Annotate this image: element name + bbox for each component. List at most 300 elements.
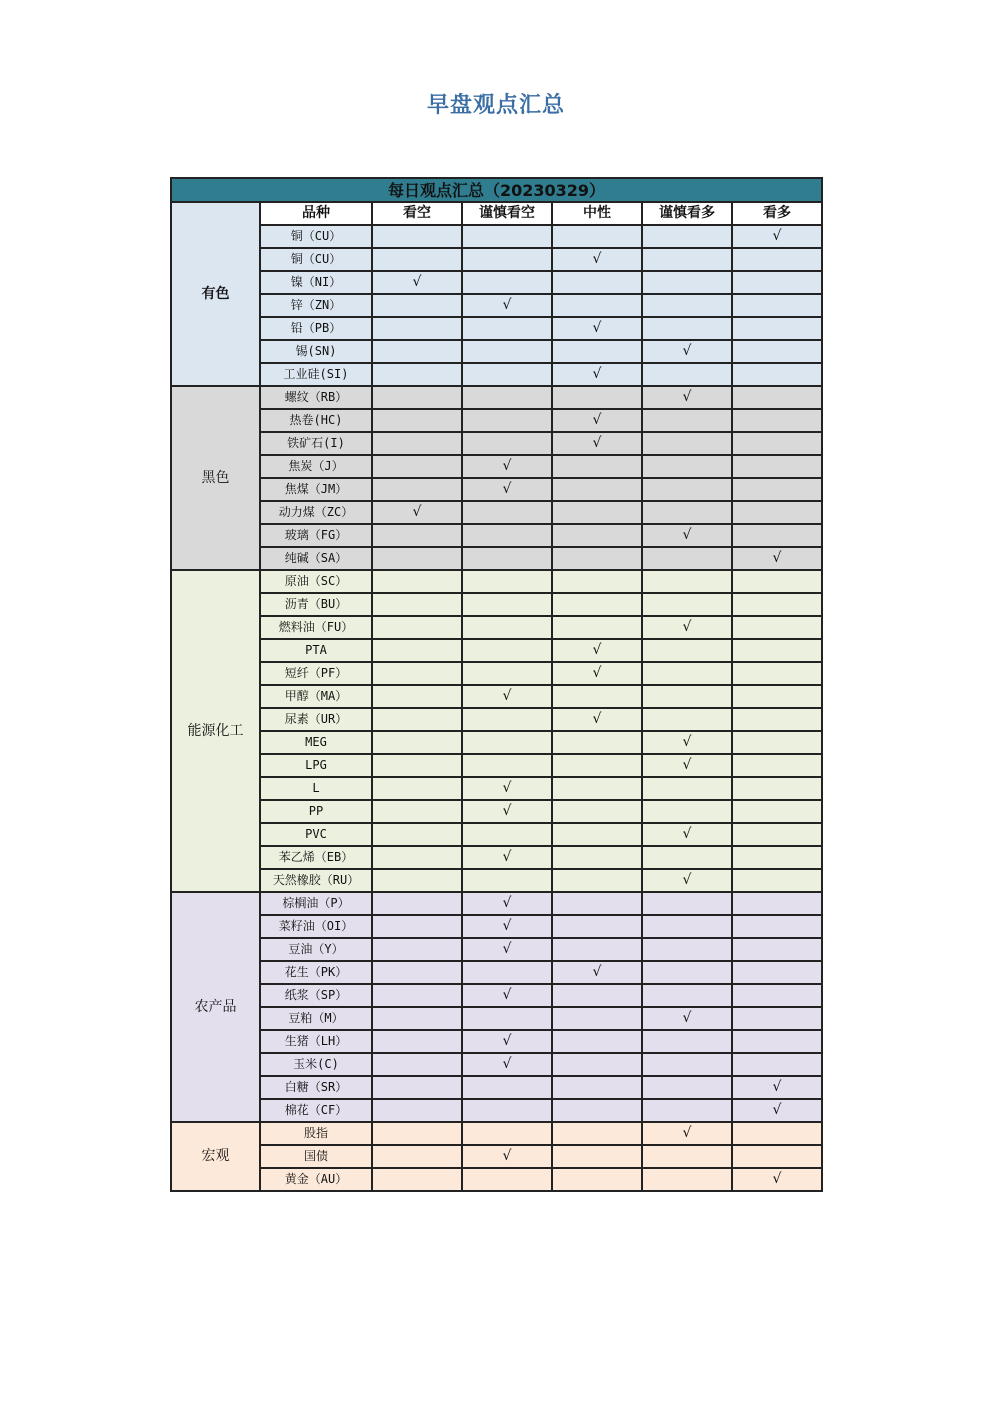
empty-cell (552, 754, 642, 777)
empty-cell (372, 478, 462, 501)
variety-cell: PP (260, 800, 372, 823)
empty-cell (552, 547, 642, 570)
table-row (171, 1007, 822, 1030)
empty-cell (732, 1122, 822, 1145)
empty-cell (642, 846, 732, 869)
empty-cell (732, 363, 822, 386)
empty-cell (552, 800, 642, 823)
empty-cell (372, 800, 462, 823)
empty-cell (732, 248, 822, 271)
empty-cell (732, 455, 822, 478)
table-row (171, 271, 822, 294)
empty-cell (462, 340, 552, 363)
empty-cell (552, 1007, 642, 1030)
table-row (171, 731, 822, 754)
empty-cell (732, 800, 822, 823)
check-mark-cell: √ (732, 225, 822, 248)
empty-cell (372, 409, 462, 432)
variety-cell: 棉花（CF） (260, 1099, 372, 1122)
empty-cell (732, 938, 822, 961)
empty-cell (732, 501, 822, 524)
empty-cell (462, 593, 552, 616)
empty-cell (732, 386, 822, 409)
check-mark-cell: √ (732, 547, 822, 570)
check-mark-cell: √ (552, 248, 642, 271)
table-row (171, 225, 822, 248)
check-mark-cell: √ (642, 1007, 732, 1030)
variety-cell: 苯乙烯（EB） (260, 846, 372, 869)
empty-cell (462, 271, 552, 294)
empty-cell (372, 1099, 462, 1122)
table-body (171, 202, 822, 1191)
empty-cell (372, 1122, 462, 1145)
empty-cell (372, 432, 462, 455)
check-mark-cell: √ (462, 800, 552, 823)
table-row (171, 685, 822, 708)
table-row (171, 501, 822, 524)
table-row (171, 1076, 822, 1099)
empty-cell (462, 1076, 552, 1099)
empty-cell (462, 1007, 552, 1030)
empty-cell (462, 731, 552, 754)
variety-cell: 镍（NI） (260, 271, 372, 294)
empty-cell (552, 501, 642, 524)
empty-cell (642, 363, 732, 386)
empty-cell (552, 570, 642, 593)
empty-cell (372, 386, 462, 409)
empty-cell (732, 984, 822, 1007)
table-row (171, 294, 822, 317)
empty-cell (462, 432, 552, 455)
empty-cell (552, 1053, 642, 1076)
empty-cell (732, 1053, 822, 1076)
variety-cell: 黄金（AU） (260, 1168, 372, 1191)
table-row (171, 455, 822, 478)
check-mark-cell: √ (462, 777, 552, 800)
empty-cell (372, 317, 462, 340)
empty-cell (642, 1145, 732, 1168)
empty-cell (732, 915, 822, 938)
empty-cell (642, 593, 732, 616)
variety-cell: 铜（CU） (260, 248, 372, 271)
variety-cell: 生猪（LH） (260, 1030, 372, 1053)
table-row (171, 823, 822, 846)
empty-cell (732, 662, 822, 685)
variety-cell: 锌（ZN） (260, 294, 372, 317)
table-row (171, 662, 822, 685)
empty-cell (642, 455, 732, 478)
empty-cell (552, 915, 642, 938)
empty-cell (642, 685, 732, 708)
empty-cell (642, 961, 732, 984)
empty-cell (372, 1030, 462, 1053)
empty-cell (552, 386, 642, 409)
variety-cell: 白糖（SR） (260, 1076, 372, 1099)
empty-cell (732, 317, 822, 340)
variety-cell: 国债 (260, 1145, 372, 1168)
empty-cell (462, 754, 552, 777)
empty-cell (372, 869, 462, 892)
empty-cell (642, 984, 732, 1007)
variety-cell: 棕榈油（P） (260, 892, 372, 915)
empty-cell (642, 1168, 732, 1191)
empty-cell (552, 593, 642, 616)
category-cell: 能源化工 (171, 570, 260, 892)
variety-cell: 花生（PK） (260, 961, 372, 984)
check-mark-cell: √ (552, 662, 642, 685)
variety-cell: 工业硅(SI) (260, 363, 372, 386)
empty-cell (732, 616, 822, 639)
table-row (171, 892, 822, 915)
empty-cell (552, 777, 642, 800)
empty-cell (552, 294, 642, 317)
variety-cell: LPG (260, 754, 372, 777)
empty-cell (372, 823, 462, 846)
empty-cell (642, 570, 732, 593)
check-mark-cell: √ (642, 340, 732, 363)
check-mark-cell: √ (462, 478, 552, 501)
variety-cell: 燃料油（FU） (260, 616, 372, 639)
variety-cell: 甲醇（MA） (260, 685, 372, 708)
empty-cell (642, 639, 732, 662)
empty-cell (552, 731, 642, 754)
empty-cell (732, 685, 822, 708)
check-mark-cell: √ (552, 432, 642, 455)
empty-cell (732, 708, 822, 731)
table-row (171, 754, 822, 777)
empty-cell (372, 662, 462, 685)
empty-cell (372, 1168, 462, 1191)
check-mark-cell: √ (462, 938, 552, 961)
empty-cell (642, 1053, 732, 1076)
variety-cell: 焦炭（J） (260, 455, 372, 478)
empty-cell (732, 340, 822, 363)
check-mark-cell: √ (552, 409, 642, 432)
check-mark-cell: √ (732, 1099, 822, 1122)
check-mark-cell: √ (462, 1053, 552, 1076)
empty-cell (462, 616, 552, 639)
variety-cell: 热卷(HC) (260, 409, 372, 432)
category-cell: 宏观 (171, 1122, 260, 1191)
empty-cell (552, 685, 642, 708)
table-row (171, 1122, 822, 1145)
empty-cell (732, 846, 822, 869)
empty-cell (552, 524, 642, 547)
check-mark-cell: √ (552, 363, 642, 386)
empty-cell (372, 685, 462, 708)
table-row (171, 363, 822, 386)
table-row (171, 478, 822, 501)
empty-cell (462, 248, 552, 271)
category-cell: 黑色 (171, 386, 260, 570)
empty-cell (642, 432, 732, 455)
empty-cell (462, 409, 552, 432)
check-mark-cell: √ (462, 1145, 552, 1168)
variety-cell: 纸浆（SP） (260, 984, 372, 1007)
variety-cell: 豆油（Y） (260, 938, 372, 961)
empty-cell (732, 639, 822, 662)
table-row (171, 1099, 822, 1122)
variety-cell: 螺纹（RB） (260, 386, 372, 409)
table-row (171, 432, 822, 455)
empty-cell (732, 777, 822, 800)
empty-cell (372, 225, 462, 248)
header-col-bullish: 看多 (732, 202, 822, 225)
empty-cell (372, 593, 462, 616)
header-col-cautious-bullish: 谨慎看多 (642, 202, 732, 225)
empty-cell (552, 1122, 642, 1145)
check-mark-cell: √ (732, 1168, 822, 1191)
empty-cell (372, 708, 462, 731)
check-mark-cell: √ (642, 731, 732, 754)
header-col-cautious-bearish: 谨慎看空 (462, 202, 552, 225)
table-row (171, 1168, 822, 1191)
empty-cell (642, 501, 732, 524)
variety-cell: 动力煤（ZC） (260, 501, 372, 524)
variety-cell: 纯碱（SA） (260, 547, 372, 570)
variety-cell: 铜（CU） (260, 225, 372, 248)
empty-cell (732, 1145, 822, 1168)
empty-cell (732, 731, 822, 754)
empty-cell (732, 271, 822, 294)
empty-cell (552, 225, 642, 248)
empty-cell (552, 1145, 642, 1168)
table-row (171, 961, 822, 984)
variety-cell: 玉米(C) (260, 1053, 372, 1076)
check-mark-cell: √ (462, 1030, 552, 1053)
variety-cell: 股指 (260, 1122, 372, 1145)
empty-cell (642, 800, 732, 823)
header-row (171, 202, 822, 225)
variety-cell: 原油（SC） (260, 570, 372, 593)
check-mark-cell: √ (642, 869, 732, 892)
table-row (171, 1030, 822, 1053)
empty-cell (642, 1076, 732, 1099)
header-col-variety: 品种 (260, 202, 372, 225)
table-row (171, 570, 822, 593)
empty-cell (642, 1030, 732, 1053)
variety-cell: 锡(SN) (260, 340, 372, 363)
empty-cell (732, 409, 822, 432)
empty-cell (462, 317, 552, 340)
table-row (171, 708, 822, 731)
empty-cell (372, 915, 462, 938)
empty-cell (372, 938, 462, 961)
empty-cell (462, 823, 552, 846)
check-mark-cell: √ (552, 961, 642, 984)
summary-table (170, 177, 823, 1192)
table-row (171, 869, 822, 892)
table-row (171, 984, 822, 1007)
check-mark-cell: √ (642, 1122, 732, 1145)
empty-cell (552, 1076, 642, 1099)
check-mark-cell: √ (552, 708, 642, 731)
empty-cell (462, 501, 552, 524)
empty-cell (372, 777, 462, 800)
empty-cell (372, 248, 462, 271)
empty-cell (552, 938, 642, 961)
table-row (171, 777, 822, 800)
empty-cell (462, 1122, 552, 1145)
empty-cell (372, 1007, 462, 1030)
check-mark-cell: √ (552, 639, 642, 662)
empty-cell (642, 708, 732, 731)
variety-cell: 短纤（PF） (260, 662, 372, 685)
empty-cell (372, 1053, 462, 1076)
empty-cell (642, 271, 732, 294)
empty-cell (372, 570, 462, 593)
empty-cell (642, 777, 732, 800)
variety-cell: 菜籽油（OI） (260, 915, 372, 938)
table-row (171, 800, 822, 823)
empty-cell (372, 524, 462, 547)
variety-cell: PVC (260, 823, 372, 846)
check-mark-cell: √ (462, 685, 552, 708)
empty-cell (372, 754, 462, 777)
empty-cell (642, 478, 732, 501)
variety-cell: PTA (260, 639, 372, 662)
empty-cell (372, 892, 462, 915)
table-row (171, 1053, 822, 1076)
empty-cell (462, 524, 552, 547)
check-mark-cell: √ (732, 1076, 822, 1099)
empty-cell (642, 547, 732, 570)
check-mark-cell: √ (642, 524, 732, 547)
table-row (171, 386, 822, 409)
empty-cell (372, 294, 462, 317)
empty-cell (372, 455, 462, 478)
empty-cell (642, 1099, 732, 1122)
empty-cell (372, 984, 462, 1007)
empty-cell (462, 869, 552, 892)
empty-cell (732, 524, 822, 547)
check-mark-cell: √ (552, 317, 642, 340)
table-row (171, 1145, 822, 1168)
empty-cell (552, 984, 642, 1007)
empty-cell (732, 432, 822, 455)
check-mark-cell: √ (642, 616, 732, 639)
empty-cell (552, 340, 642, 363)
empty-cell (372, 363, 462, 386)
empty-cell (372, 547, 462, 570)
empty-cell (372, 1145, 462, 1168)
empty-cell (462, 547, 552, 570)
header-col-bearish: 看空 (372, 202, 462, 225)
empty-cell (372, 731, 462, 754)
table-row (171, 938, 822, 961)
empty-cell (462, 570, 552, 593)
empty-cell (732, 593, 822, 616)
variety-cell: 玻璃（FG） (260, 524, 372, 547)
table-row (171, 593, 822, 616)
empty-cell (462, 363, 552, 386)
table-row (171, 409, 822, 432)
category-cell: 农产品 (171, 892, 260, 1122)
empty-cell (552, 846, 642, 869)
table-row (171, 317, 822, 340)
empty-cell (552, 271, 642, 294)
check-mark-cell: √ (642, 823, 732, 846)
empty-cell (732, 294, 822, 317)
empty-cell (552, 1030, 642, 1053)
check-mark-cell: √ (462, 984, 552, 1007)
empty-cell (732, 869, 822, 892)
empty-cell (552, 1099, 642, 1122)
empty-cell (372, 340, 462, 363)
table-row (171, 915, 822, 938)
variety-cell: L (260, 777, 372, 800)
empty-cell (642, 892, 732, 915)
empty-cell (732, 478, 822, 501)
check-mark-cell: √ (462, 294, 552, 317)
table-row (171, 616, 822, 639)
check-mark-cell: √ (372, 271, 462, 294)
table-row (171, 639, 822, 662)
empty-cell (462, 225, 552, 248)
check-mark-cell: √ (462, 455, 552, 478)
variety-cell: 铁矿石(I) (260, 432, 372, 455)
check-mark-cell: √ (372, 501, 462, 524)
check-mark-cell: √ (462, 892, 552, 915)
table-row (171, 524, 822, 547)
empty-cell (372, 1076, 462, 1099)
variety-cell: 尿素（UR） (260, 708, 372, 731)
empty-cell (642, 915, 732, 938)
empty-cell (552, 869, 642, 892)
empty-cell (462, 386, 552, 409)
variety-cell: 铅（PB） (260, 317, 372, 340)
empty-cell (732, 754, 822, 777)
table-caption: 每日观点汇总（20230329） (171, 178, 822, 202)
variety-cell: 焦煤（JM） (260, 478, 372, 501)
table-row (171, 248, 822, 271)
empty-cell (732, 570, 822, 593)
check-mark-cell: √ (642, 754, 732, 777)
table-row (171, 846, 822, 869)
empty-cell (462, 662, 552, 685)
empty-cell (642, 317, 732, 340)
empty-cell (462, 1168, 552, 1191)
empty-cell (642, 938, 732, 961)
empty-cell (462, 1099, 552, 1122)
empty-cell (552, 823, 642, 846)
page-title: 早盘观点汇总 (426, 93, 565, 118)
table-row (171, 340, 822, 363)
empty-cell (642, 409, 732, 432)
variety-cell: 天然橡胶（RU） (260, 869, 372, 892)
empty-cell (732, 823, 822, 846)
empty-cell (552, 478, 642, 501)
empty-cell (732, 961, 822, 984)
empty-cell (552, 1168, 642, 1191)
empty-cell (372, 846, 462, 869)
category-cell: 有色 (171, 202, 260, 386)
empty-cell (462, 639, 552, 662)
empty-cell (372, 616, 462, 639)
empty-cell (732, 1007, 822, 1030)
check-mark-cell: √ (642, 386, 732, 409)
check-mark-cell: √ (462, 915, 552, 938)
empty-cell (642, 225, 732, 248)
check-mark-cell: √ (462, 846, 552, 869)
empty-cell (462, 708, 552, 731)
empty-cell (552, 892, 642, 915)
empty-cell (552, 616, 642, 639)
empty-cell (372, 639, 462, 662)
empty-cell (372, 961, 462, 984)
empty-cell (642, 248, 732, 271)
empty-cell (732, 892, 822, 915)
